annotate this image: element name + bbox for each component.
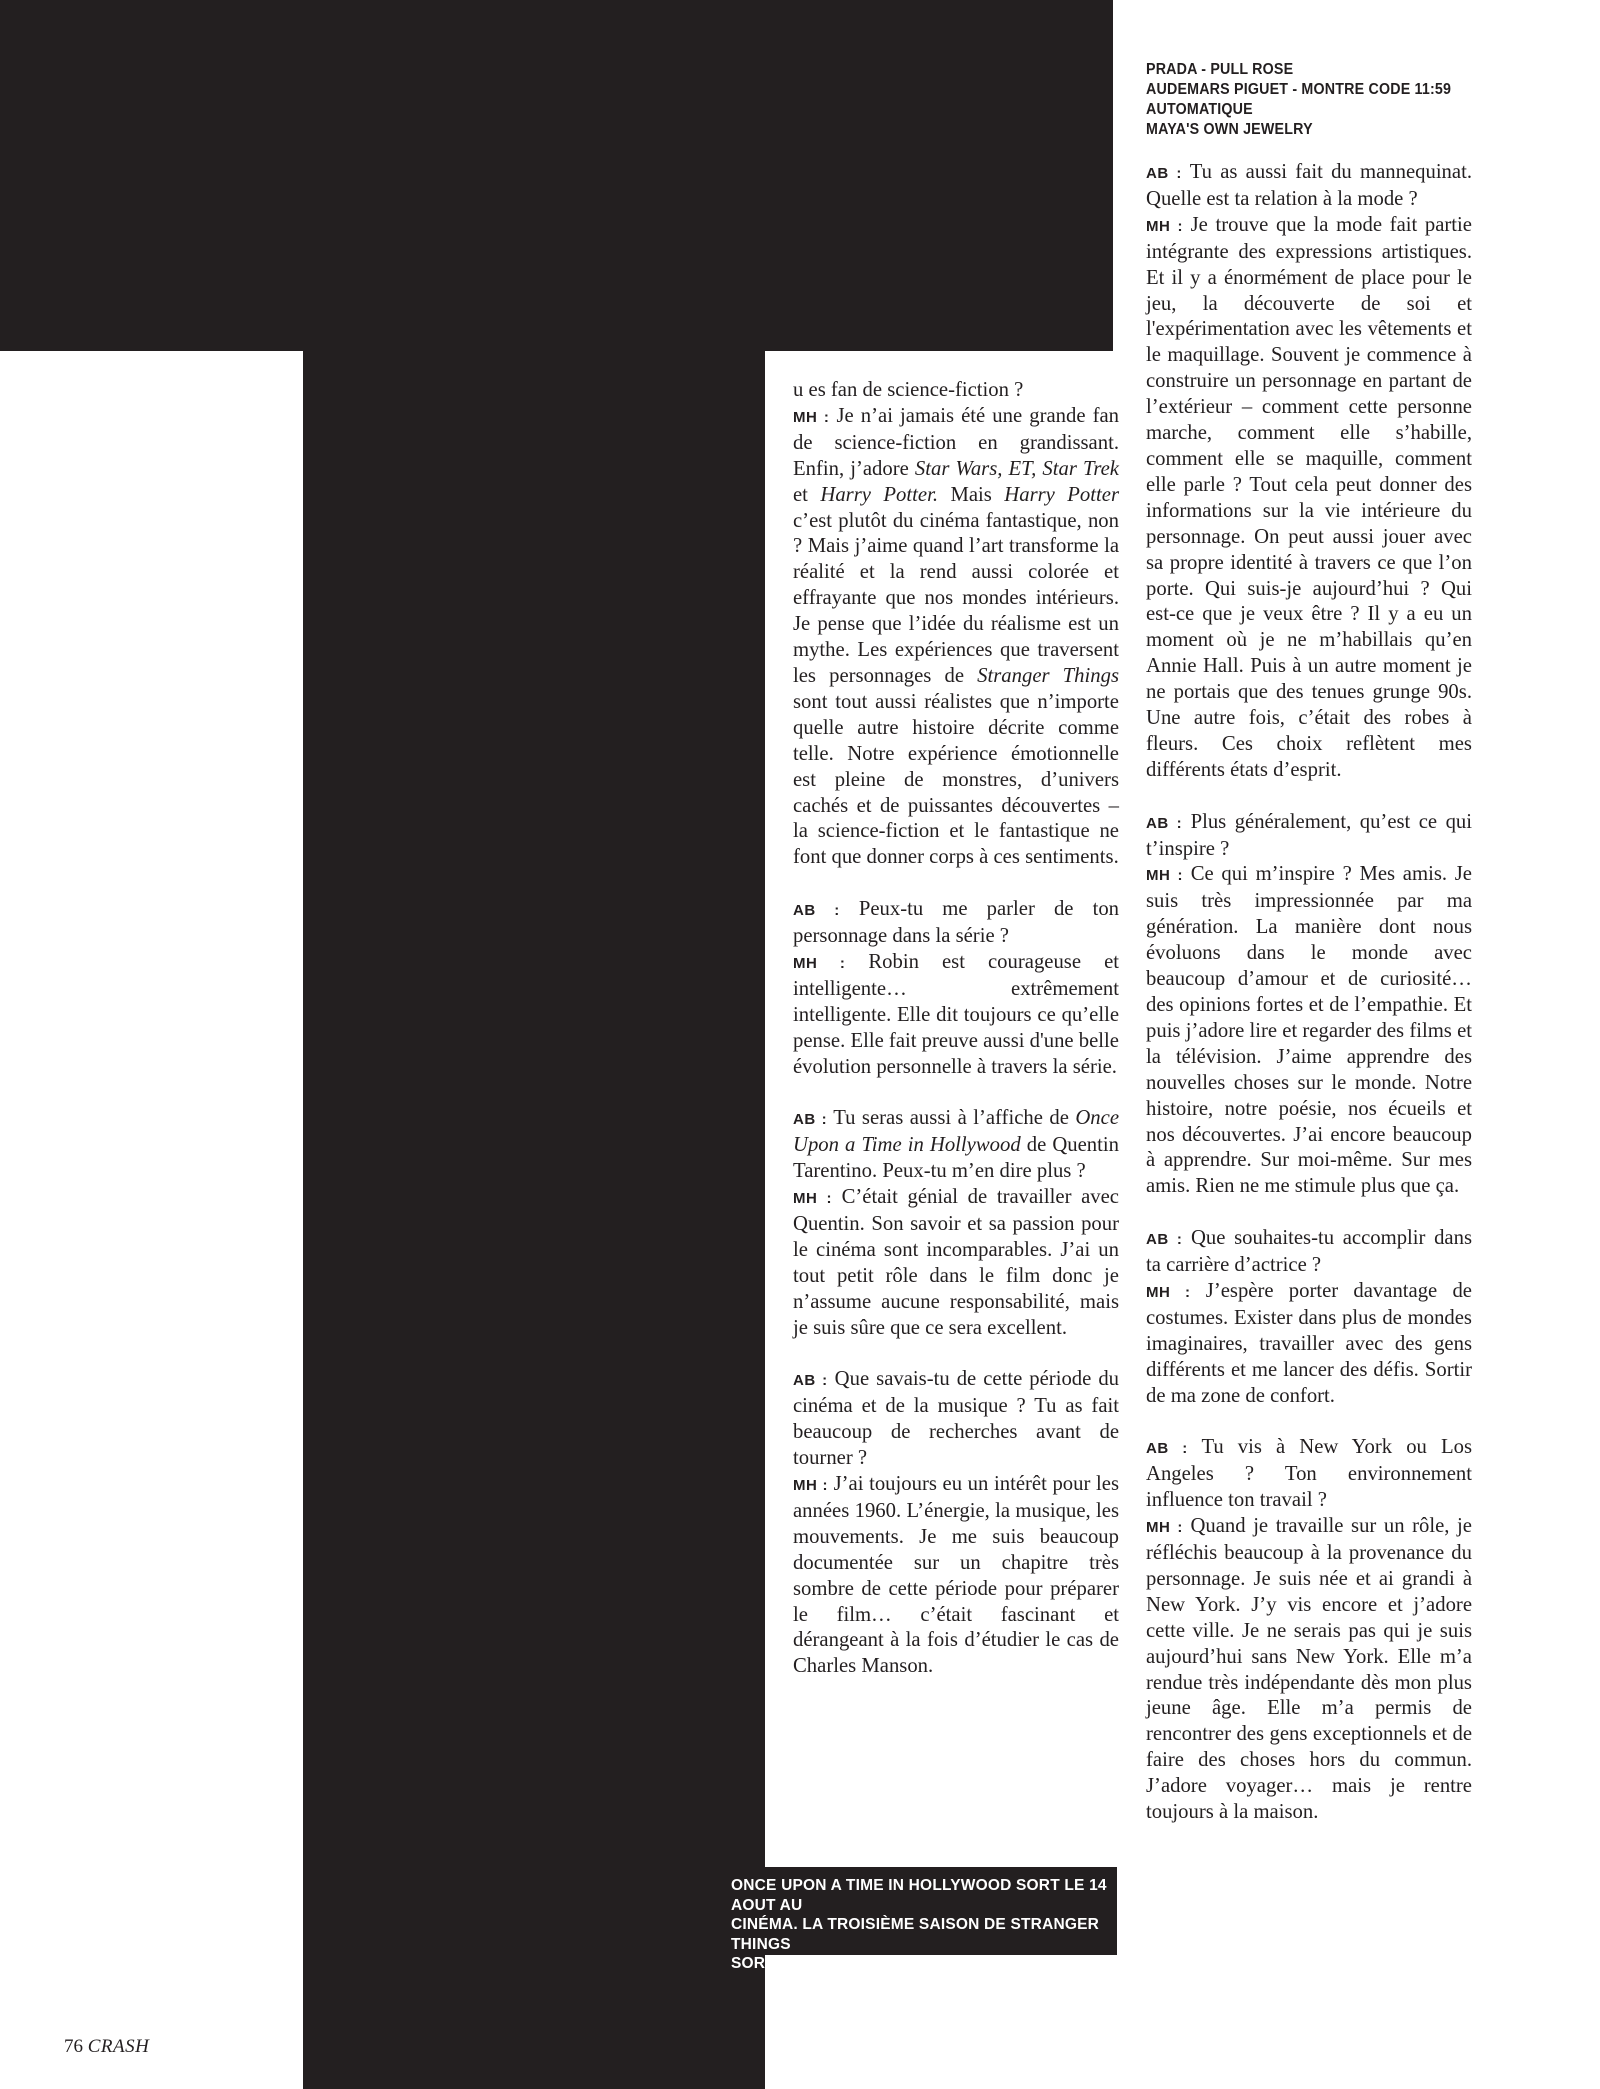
- question-text: Tu as aussi fait du mannequinat. Quelle est ta relation à la mode ?: [1146, 161, 1473, 210]
- speaker-label: AB :: [793, 1111, 828, 1129]
- answer: [1146, 862, 1472, 1200]
- answer: [793, 950, 1119, 1081]
- answer-text: Mais: [938, 483, 1005, 506]
- credit-line: AUTOMATIQUE: [1146, 101, 1253, 118]
- speaker-label: MH :: [793, 954, 846, 972]
- interview-column-right: [1146, 160, 1472, 1826]
- speaker-label: MH :: [793, 408, 830, 426]
- answer: [793, 1472, 1119, 1680]
- title-italic: Once Upon a Time in Hollywood: [793, 1107, 1120, 1157]
- answer-text: Quand je travaille sur un rôle, je réfléchis beaucoup à la provenance du personnage. Je suis née et ai grandi à New York. J’y vis encore et j’adore cette ville. Je ne serais pas qui je suis aujourd’hui sans New York. Elle m’a rendue très indépendante dès mon plus jeune âge. Elle m’a permis de rencontrer des gens exceptionnels et de faire des choses hors du commun. J’adore voyager… mais je rentre toujours à la maison.: [1146, 1515, 1472, 1824]
- title-italic: Harry Potter.: [820, 483, 938, 506]
- speaker-label: AB :: [1146, 1231, 1183, 1249]
- release-note-line: SORT LE 4 JUILLET SUR NETFLIX.: [731, 1955, 995, 1972]
- speaker-label: MH :: [1146, 867, 1184, 885]
- speaker-label: MH :: [793, 1190, 832, 1208]
- question-text: Que savais-tu de cette période du cinéma et de la musique ? Tu as fait beaucoup de recherches avant de tourner ?: [793, 1368, 1120, 1470]
- drop-cap-t-crossbar: [0, 0, 1113, 351]
- page-number: 76: [64, 2036, 83, 2057]
- paragraph: [793, 378, 1119, 871]
- question: [793, 897, 1119, 950]
- credit-line: AUDEMARS PIGUET - MONTRE CODE 11:59: [1146, 81, 1452, 98]
- speaker-label: AB :: [793, 902, 840, 920]
- question: [1146, 1435, 1472, 1514]
- drop-cap-t-stem: [303, 340, 765, 2089]
- release-note-line: ONCE UPON A TIME IN HOLLYWOOD SORT LE 14 AOUT AU: [731, 1877, 1107, 1914]
- question: [793, 1106, 1119, 1185]
- question-text: Plus généralement, qu’est ce qui t’inspire ?: [1146, 810, 1473, 860]
- speaker-label: AB :: [793, 1372, 828, 1390]
- answer-text: et: [793, 483, 821, 506]
- answer: [793, 1185, 1119, 1341]
- interview-column-left: [793, 378, 1119, 1680]
- question: [1146, 160, 1472, 213]
- release-note-line: CINÉMA. LA TROISIÈME SAISON DE STRANGER THINGS: [731, 1916, 1100, 1953]
- answer-text: Robin est courageuse et intelligente… extrêmement intelligente. Elle dit toujours ce qu’elle pense. Elle fait preuve aussi d'une belle évolution personnelle à travers la série.: [793, 950, 1120, 1078]
- answer-text: Je n’ai jamais été une grande fan de science-fiction en grandissant. Enfin, j’adore: [793, 404, 1120, 480]
- question-text: de Quentin Tarentino. Peux-tu m’en dire plus ?: [793, 1134, 1119, 1183]
- question-text: Tu seras aussi à l’affiche de: [827, 1107, 1076, 1130]
- speaker-label: MH :: [1146, 217, 1183, 235]
- answer: [1146, 1514, 1472, 1826]
- answer-text: Je trouve que la mode fait partie intégrante des expressions artistiques. Et il y a énormément de place pour le jeu, la découverte de soi et l'expérimentation avec les vêtements et le maquillage. Souvent je commence à construire un personnage en partant de l’extérieur – comment cette personne marche, comment elle s’habille, comment elle se maquille, comment elle parle ? Tout cela peut donner des informations sur la vie intérieure du personnage. On peut aussi jouer avec sa propre identité à travers ce que l’on porte. Qui suis-je aujourd’hui ? Qui est-ce que je veux être ? Il y a eu un moment où je ne m’habillais qu’en Annie Hall. Puis à un autre moment je ne portais que des tenues grunge 90s. Une autre fois, c’était des robes à fleurs. Ces choix reflètent mes différents états d’esprit.: [1146, 213, 1472, 781]
- answer-text: J’ai toujours eu un intérêt pour les années 1960. L’énergie, la musique, les mouvements. Je me suis beaucoup documentée sur un chapitre très sombre de cette période pour préparer le film… c’était fascinant et dérangeant à la fois d’étudier le cas de Charles Manson.: [793, 1473, 1119, 1678]
- fashion-credits: [1146, 60, 1514, 140]
- answer-text: Ce qui m’inspire ? Mes amis. Je suis très impressionnée par ma génération. La manière dont nous évoluons dans le monde avec beaucoup d’amour et de curiosité… des opinions fortes et de l’empathie. Et puis j’adore lire et regarder des films et la télévision. J’aime apprendre des nouvelles choses sur le monde. Notre histoire, notre poésie, nos écueils et nos découvertes. J’ai encore beaucoup à apprendre. Sur moi-même. Sur mes amis. Rien ne me stimule plus que ça.: [1146, 863, 1472, 1198]
- title-italic: Star Wars, ET, Star Trek: [914, 457, 1119, 480]
- question: [793, 1367, 1119, 1472]
- speaker-label: AB :: [1146, 1440, 1188, 1458]
- answer-text: C’était génial de travailler avec Quentin. Son savoir et sa passion pour le cinéma sont incomparables. J’ai un tout petit rôle dans le film donc je n’assume aucune responsabilité, mais je suis sûre que ce sera excellent.: [793, 1186, 1119, 1339]
- title-italic: Harry Potter: [1004, 483, 1120, 506]
- credit-line: MAYA'S OWN JEWELRY: [1146, 121, 1313, 138]
- question-text: Peux-tu me parler de ton personnage dans la série ?: [793, 898, 1120, 948]
- answer: [1146, 213, 1472, 784]
- release-note: [731, 1876, 1111, 1974]
- speaker-label: AB :: [1146, 814, 1183, 832]
- speaker-label: MH :: [1146, 1519, 1183, 1537]
- intro-text: u es fan de science-fiction ?: [793, 379, 1024, 401]
- speaker-label: MH :: [1146, 1283, 1191, 1301]
- speaker-label: AB :: [1146, 165, 1182, 182]
- magazine-name: CRASH: [87, 2036, 150, 2057]
- question-text: Que souhaites-tu accomplir dans ta carrière d’actrice ?: [1146, 1227, 1472, 1277]
- question: [1146, 1226, 1472, 1279]
- question: [1146, 810, 1472, 863]
- speaker-label: MH :: [793, 1477, 828, 1495]
- answer-text: sont tout aussi réalistes que n’importe quelle autre histoire décrite comme telle. Notre expérience émotionnelle est pleine de monstres, d’univers cachés et de puissantes découvertes – la science-fiction et le fantastique ne font que donner corps à ces sentiments.: [793, 690, 1119, 869]
- question-text: Tu vis à New York ou Los Angeles ? Ton environnement influence ton travail ?: [1146, 1436, 1472, 1512]
- title-italic: Stranger Things: [977, 664, 1120, 687]
- answer-text: J’espère porter davantage de costumes. Exister dans plus de mondes imaginaires, travailler avec des gens différents et me lancer des défis. Sortir de ma zone de confort.: [1146, 1279, 1472, 1407]
- answer: [1146, 1279, 1472, 1410]
- credit-line: PRADA - PULL ROSE: [1146, 61, 1294, 78]
- page-folio: [64, 2036, 149, 2058]
- answer-text: c’est plutôt du cinéma fantastique, non ? Mais j’aime quand l’art transforme la réalité et la rend aussi colorée et effrayante que nos mondes intérieurs. Je pense que l’idée du réalisme est un mythe. Les expériences que traversent les personnages de: [793, 509, 1119, 687]
